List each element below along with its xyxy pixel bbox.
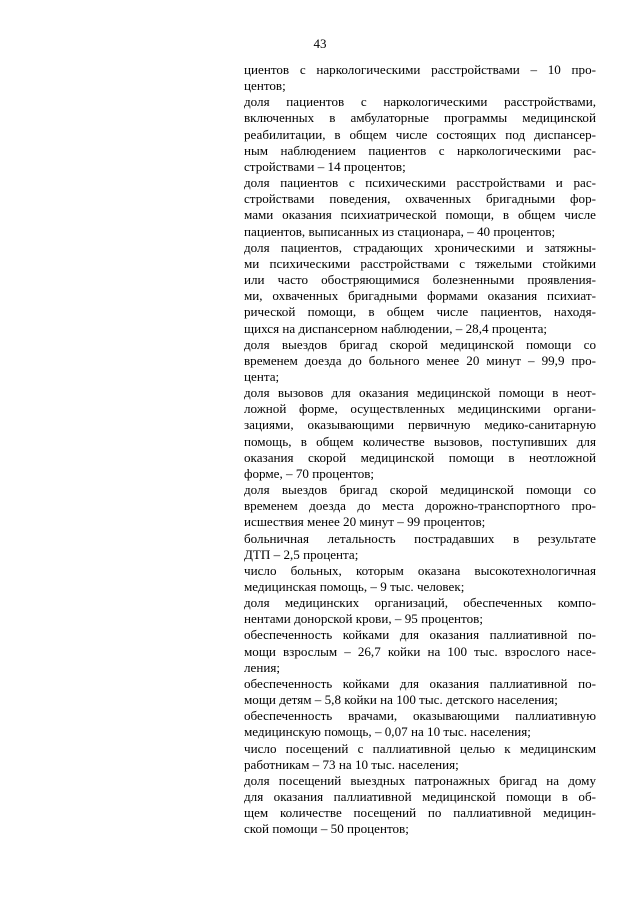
text-line: форме, – 70 процентов; <box>244 465 375 481</box>
text-line: для оказания паллиативной медицинской помощи в об- <box>244 789 596 805</box>
text-line: мами оказания психиатрической помощи, в общем числе <box>244 207 596 223</box>
text-line: доля вызовов для оказания медицинской помощи в неот- <box>244 385 596 401</box>
text-line: работникам – 73 на 10 тыс. населения; <box>244 756 459 772</box>
text-line: больничная летальность пострадавших в результате <box>244 530 596 546</box>
text-line: реабилитации, в общем числе состоящих под диспансер- <box>244 126 596 142</box>
text-line: ми психическими расстройствами с тяжелыми стойкими <box>244 255 596 271</box>
text-line: щем количестве посещений по паллиативной медицин- <box>244 805 596 821</box>
text-line: число больных, которым оказана высокотехнологичная <box>244 562 596 578</box>
text-line: доля пациентов с психическими расстройствами и рас- <box>244 175 596 191</box>
text-line: ложной форме, осуществленных медицинскими органи- <box>244 401 596 417</box>
text-line: пациентов, выписанных из стационара, – 40 процентов; <box>244 223 556 239</box>
text-line: ДТП – 2,5 процента; <box>244 546 359 562</box>
text-line: медицинскую помощь, – 0,07 на 10 тыс. населения; <box>244 724 531 740</box>
paragraph <box>244 94 596 175</box>
text-line: обеспеченность койками для оказания паллиативной по- <box>244 627 596 643</box>
text-line: обеспеченность койками для оказания паллиативной по- <box>244 675 596 691</box>
text-line: цента; <box>244 368 280 384</box>
text-line: исшествия менее 20 минут – 99 процентов; <box>244 514 486 530</box>
text-line: нентами донорской крови, – 95 процентов; <box>244 611 483 627</box>
text-line: ным наблюдением пациентов с наркологическими рас- <box>244 142 596 158</box>
paragraph <box>244 741 596 773</box>
text-line: мощи детям – 5,8 койки на 100 тыс. детского населения; <box>244 692 558 708</box>
text-line: щихся на диспансерном наблюдении, – 28,4 процента; <box>244 320 548 336</box>
text-line: циентов с наркологическими расстройствами – 10 про- <box>244 62 596 77</box>
text-line: доля выездов бригад скорой медицинской помощи со <box>244 336 596 352</box>
paragraph <box>244 595 596 627</box>
text-line: ления; <box>244 659 281 675</box>
text-line: обеспеченность врачами, оказывающими паллиативную <box>244 708 596 724</box>
text-line: временем доезда до больного менее 20 минут – 99,9 про- <box>244 352 596 368</box>
text-line: рической помощи, в общем числе пациентов, находя- <box>244 304 596 320</box>
text-line: доля медицинских организаций, обеспеченных компо- <box>244 595 596 611</box>
paragraph <box>244 240 596 337</box>
text-line: мощи взрослым – 26,7 койки на 100 тыс. взрослого насе- <box>244 643 596 659</box>
text-line: помощь, в общем количестве вызовов, поступивших для <box>244 433 596 449</box>
text-line: временем доезда до места дорожно-транспортного про- <box>244 498 596 514</box>
text-line: число посещений с паллиативной целью к медицинским <box>244 740 596 756</box>
text-line: ми, охваченных бригадными формами оказания психиат- <box>244 288 596 304</box>
text-line: или часто обостряющимися болезненными проявления- <box>244 272 596 288</box>
paragraph <box>244 531 596 563</box>
page-number: 43 <box>313 36 327 51</box>
text-line: оказания скорой медицинской помощи в неотложной <box>244 449 596 465</box>
text-line: доля посещений выездных патронажных бригад на дому <box>244 772 596 788</box>
paragraph <box>244 563 596 595</box>
text-line: стройствами – 14 процентов; <box>244 158 406 174</box>
text-line: доля пациентов с наркологическими расстройствами, <box>244 94 596 110</box>
text-line: зациями, оказывающими первичную медико-санитарную <box>244 417 596 433</box>
text-line: включенных в амбулаторные программы медицинской <box>244 110 596 126</box>
paragraph <box>244 773 596 838</box>
paragraph <box>244 482 596 530</box>
paragraph <box>244 175 596 240</box>
text-line: медицинская помощь, – 9 тыс. человек; <box>244 579 465 594</box>
paragraph <box>244 627 596 675</box>
text-line: доля выездов бригад скорой медицинской помощи со <box>244 482 596 498</box>
paragraph <box>244 62 596 94</box>
text-line: ской помощи – 50 процентов; <box>244 821 409 837</box>
text-line: стройствами поведения, охваченных бригадными фор- <box>244 191 596 207</box>
paragraph <box>244 385 596 482</box>
body-text <box>244 62 596 838</box>
text-line: доля пациентов, страдающих хроническими и затяжны- <box>244 239 596 255</box>
text-line: центов; <box>244 78 286 94</box>
paragraph <box>244 708 596 740</box>
paragraph <box>244 676 596 708</box>
paragraph <box>244 337 596 385</box>
